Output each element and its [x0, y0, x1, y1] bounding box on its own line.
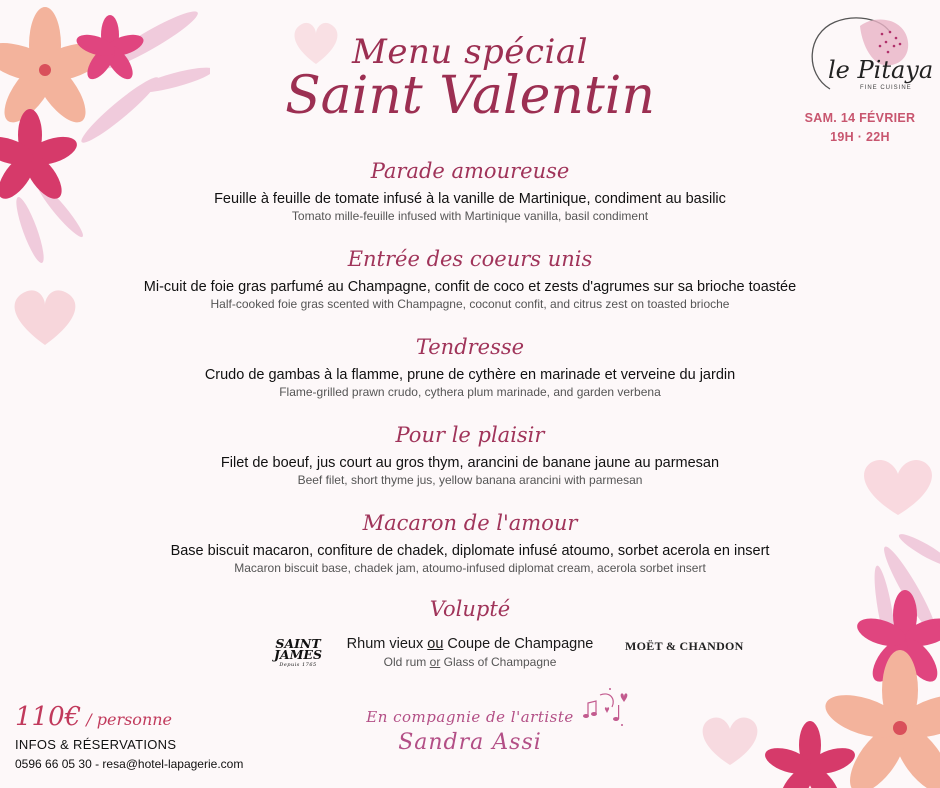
music-notes-icon — [580, 685, 630, 733]
course-title: Macaron de l'amour — [362, 511, 578, 535]
course-item — [90, 332, 850, 420]
course-description-fr: Base biscuit macaron, confiture de chadek, diplomate infusé atoumo, sorbet acerola en insert — [170, 543, 770, 559]
menu-title-line1: Menu spécial — [352, 32, 588, 72]
course-item — [90, 420, 850, 508]
course-item — [90, 244, 850, 332]
volupte-en-part: Old rum — [383, 655, 430, 669]
saint-james-logo — [272, 638, 324, 671]
course-description-en: Macaron biscuit base, chadek jam, atoumo-infused diplomat cream, acerola sorbet insert — [234, 561, 706, 575]
course-description-fr: Mi-cuit de foie gras parfumé au Champagne, confit de coco et zests d'agrumes sur sa brioche toastée — [143, 279, 797, 295]
course-description-fr: Crudo de gambas à la flamme, prune de cythère en marinade et verveine du jardin — [204, 367, 736, 383]
course-title: Pour le plaisir — [395, 423, 545, 447]
course-title: Parade amoureuse — [370, 159, 570, 183]
course-title: Entrée des coeurs unis — [347, 247, 593, 271]
saint-james-line3: Depuis 1765 — [279, 662, 317, 668]
volupte-description-en — [0, 655, 940, 669]
info-contact: 0596 66 05 30 - resa@hotel-lapagerie.com — [15, 757, 244, 771]
artist-name: Sandra Assi — [398, 730, 542, 755]
menu-title-line2: Saint Valentin — [285, 66, 655, 126]
course-item — [90, 156, 850, 244]
info-title: INFOS & RÉSERVATIONS — [15, 737, 177, 752]
price — [15, 702, 172, 732]
price-amount: 110€ — [15, 702, 82, 732]
course-description-fr: Filet de boeuf, jus court au gros thym, arancini de banane jaune au parmesan — [220, 455, 720, 471]
course-title: Tendresse — [415, 335, 525, 359]
heart-icon — [864, 460, 932, 515]
course-description-en: Flame-grilled prawn crudo, cythera plum marinade, and garden verbena — [279, 385, 661, 399]
course-description-en: Tomato mille-feuille infused with Martinique vanilla, basil condiment — [291, 209, 649, 223]
heart-icon — [15, 290, 76, 345]
course-description-en: Half-cooked foie gras scented with Champagne, coconut confit, and citrus zest on toasted brioche — [210, 297, 730, 311]
volupte-en-or: or — [429, 655, 441, 669]
course-list — [90, 156, 850, 596]
volupte-title: Volupté — [429, 597, 511, 621]
event-time: 19H · 22H — [830, 130, 890, 144]
volupte-fr-part: Rhum vieux — [346, 636, 428, 652]
logo-name: le Pitaya — [828, 56, 934, 84]
event-date: SAM. 14 FÉVRIER — [804, 111, 916, 125]
volupte-fr-or: ou — [427, 636, 444, 652]
volupte-en-part: Glass of Champagne — [440, 655, 557, 669]
heart-icon — [703, 717, 758, 765]
course-item — [90, 508, 850, 596]
course-description-fr: Feuille à feuille de tomate infusé à la vanille de Martinique, condiment au basilic — [214, 191, 726, 207]
saint-james-line1: SAINT — [275, 636, 321, 651]
volupte-fr-part: Coupe de Champagne — [443, 636, 594, 652]
artist-intro: En compagnie de l'artiste — [366, 708, 574, 726]
saint-james-line2: JAMES — [273, 647, 322, 662]
course-description-en: Beef filet, short thyme jus, yellow banana arancini with parmesan — [297, 473, 643, 487]
volupte-description-fr — [0, 636, 940, 652]
price-unit: / personne — [81, 710, 173, 729]
moet-chandon-logo: MOËT & CHANDON — [625, 639, 744, 653]
logo-subtitle: FINE CUISINE — [860, 85, 912, 91]
